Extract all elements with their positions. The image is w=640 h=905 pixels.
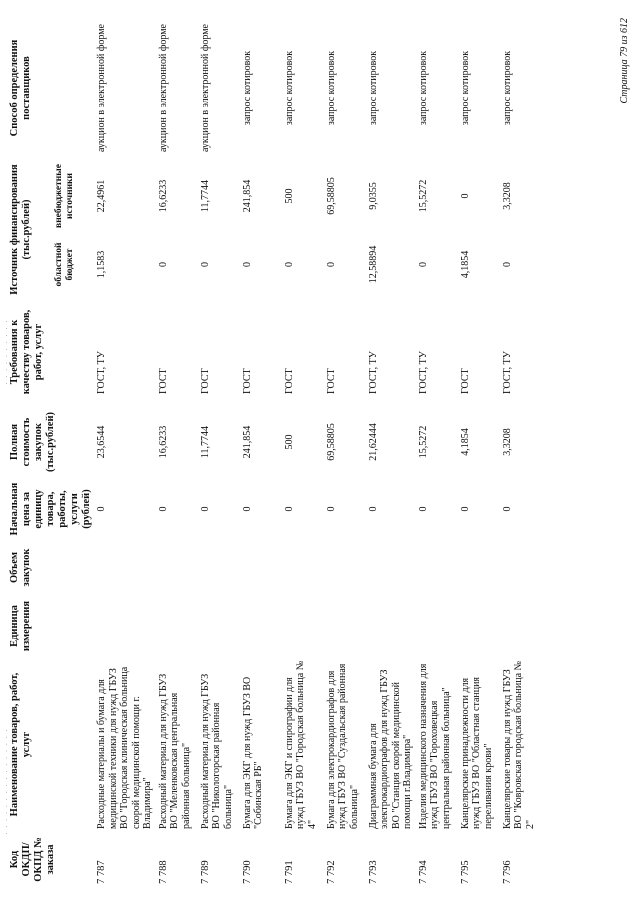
cell-name: Расходные материалы и бумага для медицинской техники для нужд ГБУЗ ВО "Городская клиническая больница скорой медицинской помощи г. Владимира"	[96, 666, 154, 829]
cell-method: аукцион в электронной форме	[199, 24, 211, 152]
cell-code: 7 793	[367, 860, 379, 884]
cell-regional: 0	[417, 262, 429, 267]
cell-unit	[240, 595, 282, 657]
cell-quality: ГОСТ, ТУ	[501, 351, 513, 394]
cell-price: 0	[199, 506, 211, 512]
cell-regional: 0	[241, 262, 253, 267]
cell-unit	[156, 595, 198, 657]
cell-volume	[240, 540, 282, 595]
cell-volume	[416, 540, 458, 595]
cell-price: 0	[96, 506, 108, 512]
cell-method: запрос котировок	[283, 50, 295, 126]
cell-regional: 0	[199, 262, 211, 267]
procurement-table	[8, 15, 542, 887]
cell-name: Канцелярские товары для нужд ГБУЗ ВО "Ковровская городская больница № 2"	[501, 660, 536, 829]
cell-code: 7 791	[283, 860, 295, 884]
cell-method: запрос котировок	[459, 50, 471, 126]
cell-regional: 0	[325, 262, 337, 267]
table-row	[366, 15, 416, 887]
cell-unit	[282, 595, 324, 657]
cell-code: 7 787	[96, 860, 108, 884]
cell-name: Канцелярские принадлежности для нужд ГБУЗ ВО "Областная станция переливания крови"	[459, 676, 494, 829]
cell-unit	[324, 595, 366, 657]
page-number: Страница 79 из 612	[619, 18, 630, 104]
cell-quality: ГОСТ, ТУ	[367, 351, 379, 394]
cell-name: Диаграммная бумага для электрокардиографов для нужд ГБУЗ ВО "Станция скорой медицинской помощи г.Владимира"	[367, 669, 414, 829]
table-row	[94, 15, 156, 887]
cell-price: 0	[283, 506, 295, 512]
table-row	[282, 15, 324, 887]
cell-quality: ГОСТ	[325, 368, 337, 394]
scan-noise-mid: · · · · · · · · · ·	[2, 319, 11, 385]
cell-price: 0	[501, 506, 513, 512]
cell-total: 23,6544	[96, 425, 108, 459]
header-total: Полная стоимость закупок (тыс.рублей)	[9, 411, 57, 473]
header-volume: Объем закупок	[9, 548, 33, 587]
cell-name: Расходный материал для нужд ГБУЗ ВО "Меленковская центральная районная больница"	[157, 673, 192, 829]
cell-total: 3,3208	[501, 428, 513, 456]
cell-total: 16,6233	[157, 425, 169, 459]
cell-quality: ГОСТ	[283, 368, 295, 394]
cell-name: Бумага для ЭКГ для нужд ГБУЗ ВО "Собинская РБ"	[241, 676, 265, 829]
cell-name: Расходный материал для нужд ГБУЗ ВО "Никологорская районная больница"	[199, 673, 234, 829]
cell-unit	[366, 595, 416, 657]
cell-method: запрос котировок	[367, 50, 379, 126]
cell-extra: 0	[459, 193, 471, 199]
cell-quality: ГОСТ, ТУ	[417, 351, 429, 394]
cell-total: 21,62444	[367, 423, 379, 461]
cell-method: запрос котировок	[325, 50, 337, 126]
cell-volume	[198, 540, 240, 595]
cell-total: 4,1854	[459, 428, 471, 456]
cell-code: 7 789	[199, 860, 211, 884]
cell-volume	[500, 540, 542, 595]
cell-method: запрос котировок	[417, 50, 429, 126]
table-row	[500, 15, 542, 887]
cell-regional: 0	[283, 262, 295, 267]
cell-volume	[458, 540, 500, 595]
cell-regional: 4,1854	[459, 250, 471, 279]
cell-extra: 69,58805	[325, 177, 337, 215]
header-funding-regional: областной бюджет	[54, 242, 76, 287]
header-name: Наименование товаров, работ, услуг	[9, 672, 33, 817]
cell-unit	[458, 595, 500, 657]
cell-price: 0	[157, 506, 169, 512]
cell-total: 500	[283, 434, 295, 450]
cell-code: 7 792	[325, 860, 337, 884]
cell-name: Изделия медицинского назначения для нужд ГБУЗ ВО "Гороховецкая центральная районная больница"	[417, 663, 452, 829]
cell-extra: 9,0355	[367, 182, 379, 210]
cell-quality: ГОСТ	[199, 368, 211, 394]
cell-price: 0	[367, 506, 379, 512]
cell-method: запрос котировок	[501, 50, 513, 126]
cell-volume	[324, 540, 366, 595]
header-funding: Источник финансирования (тыс.рублей)	[9, 164, 33, 295]
cell-unit	[416, 595, 458, 657]
cell-extra: 22,4961	[96, 179, 108, 213]
scan-noise-top: · · · · · · · · · · · · · · · ·	[2, 728, 11, 835]
cell-method: запрос котировок	[241, 50, 253, 126]
cell-price: 0	[459, 506, 471, 512]
table-row	[324, 15, 366, 887]
cell-volume	[94, 540, 156, 595]
cell-quality: ГОСТ	[459, 368, 471, 394]
cell-quality: ГОСТ	[157, 368, 169, 394]
cell-extra: 16,6233	[157, 179, 169, 213]
cell-price: 0	[417, 506, 429, 512]
cell-regional: 1,1583	[96, 250, 108, 279]
cell-total: 69,58805	[325, 423, 337, 461]
cell-name: Бумага для ЭКГ и спирографии для нужд ГБУЗ ВО "Городская больница № 4"	[283, 660, 318, 829]
cell-regional: 0	[157, 262, 169, 267]
cell-price: 0	[241, 506, 253, 512]
cell-total: 241,854	[241, 425, 253, 459]
header-funding-extra: внебюджетные источники	[54, 164, 76, 228]
cell-quality: ГОСТ, ТУ	[96, 351, 108, 394]
cell-regional: 0	[501, 262, 513, 267]
cell-code: 7 795	[459, 860, 471, 884]
cell-volume	[282, 540, 324, 595]
cell-extra: 3,3208	[501, 182, 513, 210]
cell-volume	[156, 540, 198, 595]
header-quality: Требования к качеству товаров, работ, услуг	[9, 309, 45, 395]
cell-code: 7 796	[501, 860, 513, 884]
header-price: Начальная цена за единицу товара, работы, услуги (рублей)	[9, 482, 93, 536]
table-row	[240, 15, 282, 887]
table-row	[156, 15, 198, 887]
cell-total: 15,5272	[417, 425, 429, 459]
cell-regional: 12,58894	[367, 245, 379, 284]
cell-extra: 241,854	[241, 179, 253, 213]
cell-unit	[94, 595, 156, 657]
cell-unit	[500, 595, 542, 657]
cell-unit	[198, 595, 240, 657]
cell-extra: 15,5272	[417, 179, 429, 213]
header-code: Код ОКДП/ ОКПД № заказа	[9, 837, 57, 882]
table-row	[198, 15, 240, 887]
cell-code: 7 794	[417, 860, 429, 884]
cell-volume	[366, 540, 416, 595]
cell-extra: 11,7744	[199, 179, 211, 213]
header-row	[8, 15, 51, 887]
cell-code: 7 788	[157, 860, 169, 884]
cell-method: аукцион в электронной форме	[157, 24, 169, 152]
cell-quality: ГОСТ	[241, 368, 253, 394]
cell-code: 7 790	[241, 860, 253, 884]
table-row	[458, 15, 500, 887]
table-row	[416, 15, 458, 887]
cell-method: аукцион в электронной форме	[96, 24, 108, 152]
header-method: Способ определения поставщиков	[9, 39, 33, 137]
cell-extra: 500	[283, 188, 295, 204]
header-unit: Единица измерения	[9, 600, 33, 652]
cell-total: 11,7744	[199, 425, 211, 459]
cell-price: 0	[325, 506, 337, 512]
cell-name: Бумага для электрокардиографов для нужд ГБУЗ ВО "Суздальская районная больница"	[325, 663, 360, 829]
